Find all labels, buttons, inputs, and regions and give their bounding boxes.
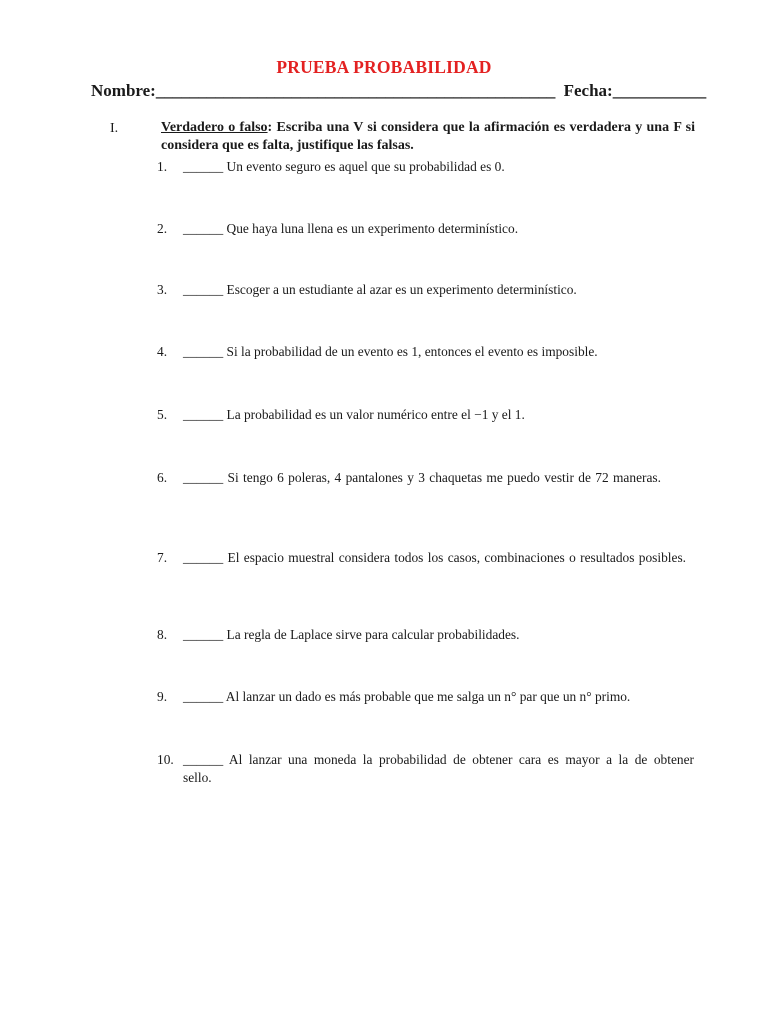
document-title: PRUEBA PROBABILIDAD <box>276 57 492 77</box>
answer-blank: ______ <box>183 752 224 767</box>
question-text: Al lanzar un dado es más probable que me salga un n° par que un n° primo. <box>223 689 631 704</box>
question-number: 5. <box>157 407 168 422</box>
section-instructions <box>161 119 695 155</box>
answer-blank: ______ <box>183 470 224 485</box>
question-number: 4. <box>157 344 168 359</box>
answer-blank: ______ <box>183 221 224 236</box>
header-fields <box>91 81 706 101</box>
question-text: Si tengo 6 poleras, 4 pantalones y 3 chaquetas me puedo vestir de 72 maneras. <box>223 470 661 485</box>
answer-blank: ______ <box>183 344 224 359</box>
date-label: Fecha: <box>563 81 613 100</box>
section-colon: : <box>267 120 273 135</box>
section-number: I. <box>110 121 119 136</box>
name-label: Nombre: <box>91 81 156 100</box>
question-text: Escoger a un estudiante al azar es un experimento determinístico. <box>223 282 577 297</box>
question-number: 1. <box>157 159 168 174</box>
question-text: Si la probabilidad de un evento es 1, entonces el evento es imposible. <box>223 344 598 359</box>
question-number: 7. <box>157 550 168 565</box>
question-text: Al lanzar una moneda la probabilidad de obtener cara es mayor a la de obtener sello. <box>183 752 694 785</box>
answer-blank: ______ <box>183 627 224 642</box>
answer-blank: ______ <box>183 407 224 422</box>
question-text: La regla de Laplace sirve para calcular probabilidades. <box>223 627 520 642</box>
answer-blank: ______ <box>183 282 224 297</box>
question-number: 6. <box>157 470 168 485</box>
question-number: 10. <box>157 752 174 767</box>
question-text: El espacio muestral considera todos los casos, combinaciones o resultados posibles. <box>223 550 687 565</box>
question-number: 3. <box>157 282 168 297</box>
answer-blank: ______ <box>183 689 224 704</box>
answer-blank: ______ <box>183 550 224 565</box>
question-text: Un evento seguro es aquel que su probabilidad es 0. <box>223 159 505 174</box>
date-line: ___________ <box>612 81 707 100</box>
name-line: _______________________________________________ <box>155 81 556 100</box>
question-number: 2. <box>157 221 168 236</box>
question-text: Que haya luna llena es un experimento determinístico. <box>223 221 519 236</box>
section-instruction-text: Escriba una V si considera que la afirmación es verdadera y una F si considera que es falta, justifique las falsas. <box>161 120 696 153</box>
answer-blank: ______ <box>183 159 224 174</box>
question-number: 9. <box>157 689 168 704</box>
section-heading: Verdadero o falso <box>161 120 268 135</box>
question-number: 8. <box>157 627 168 642</box>
question-text: La probabilidad es un valor numérico entre el −1 y el 1. <box>223 407 525 422</box>
